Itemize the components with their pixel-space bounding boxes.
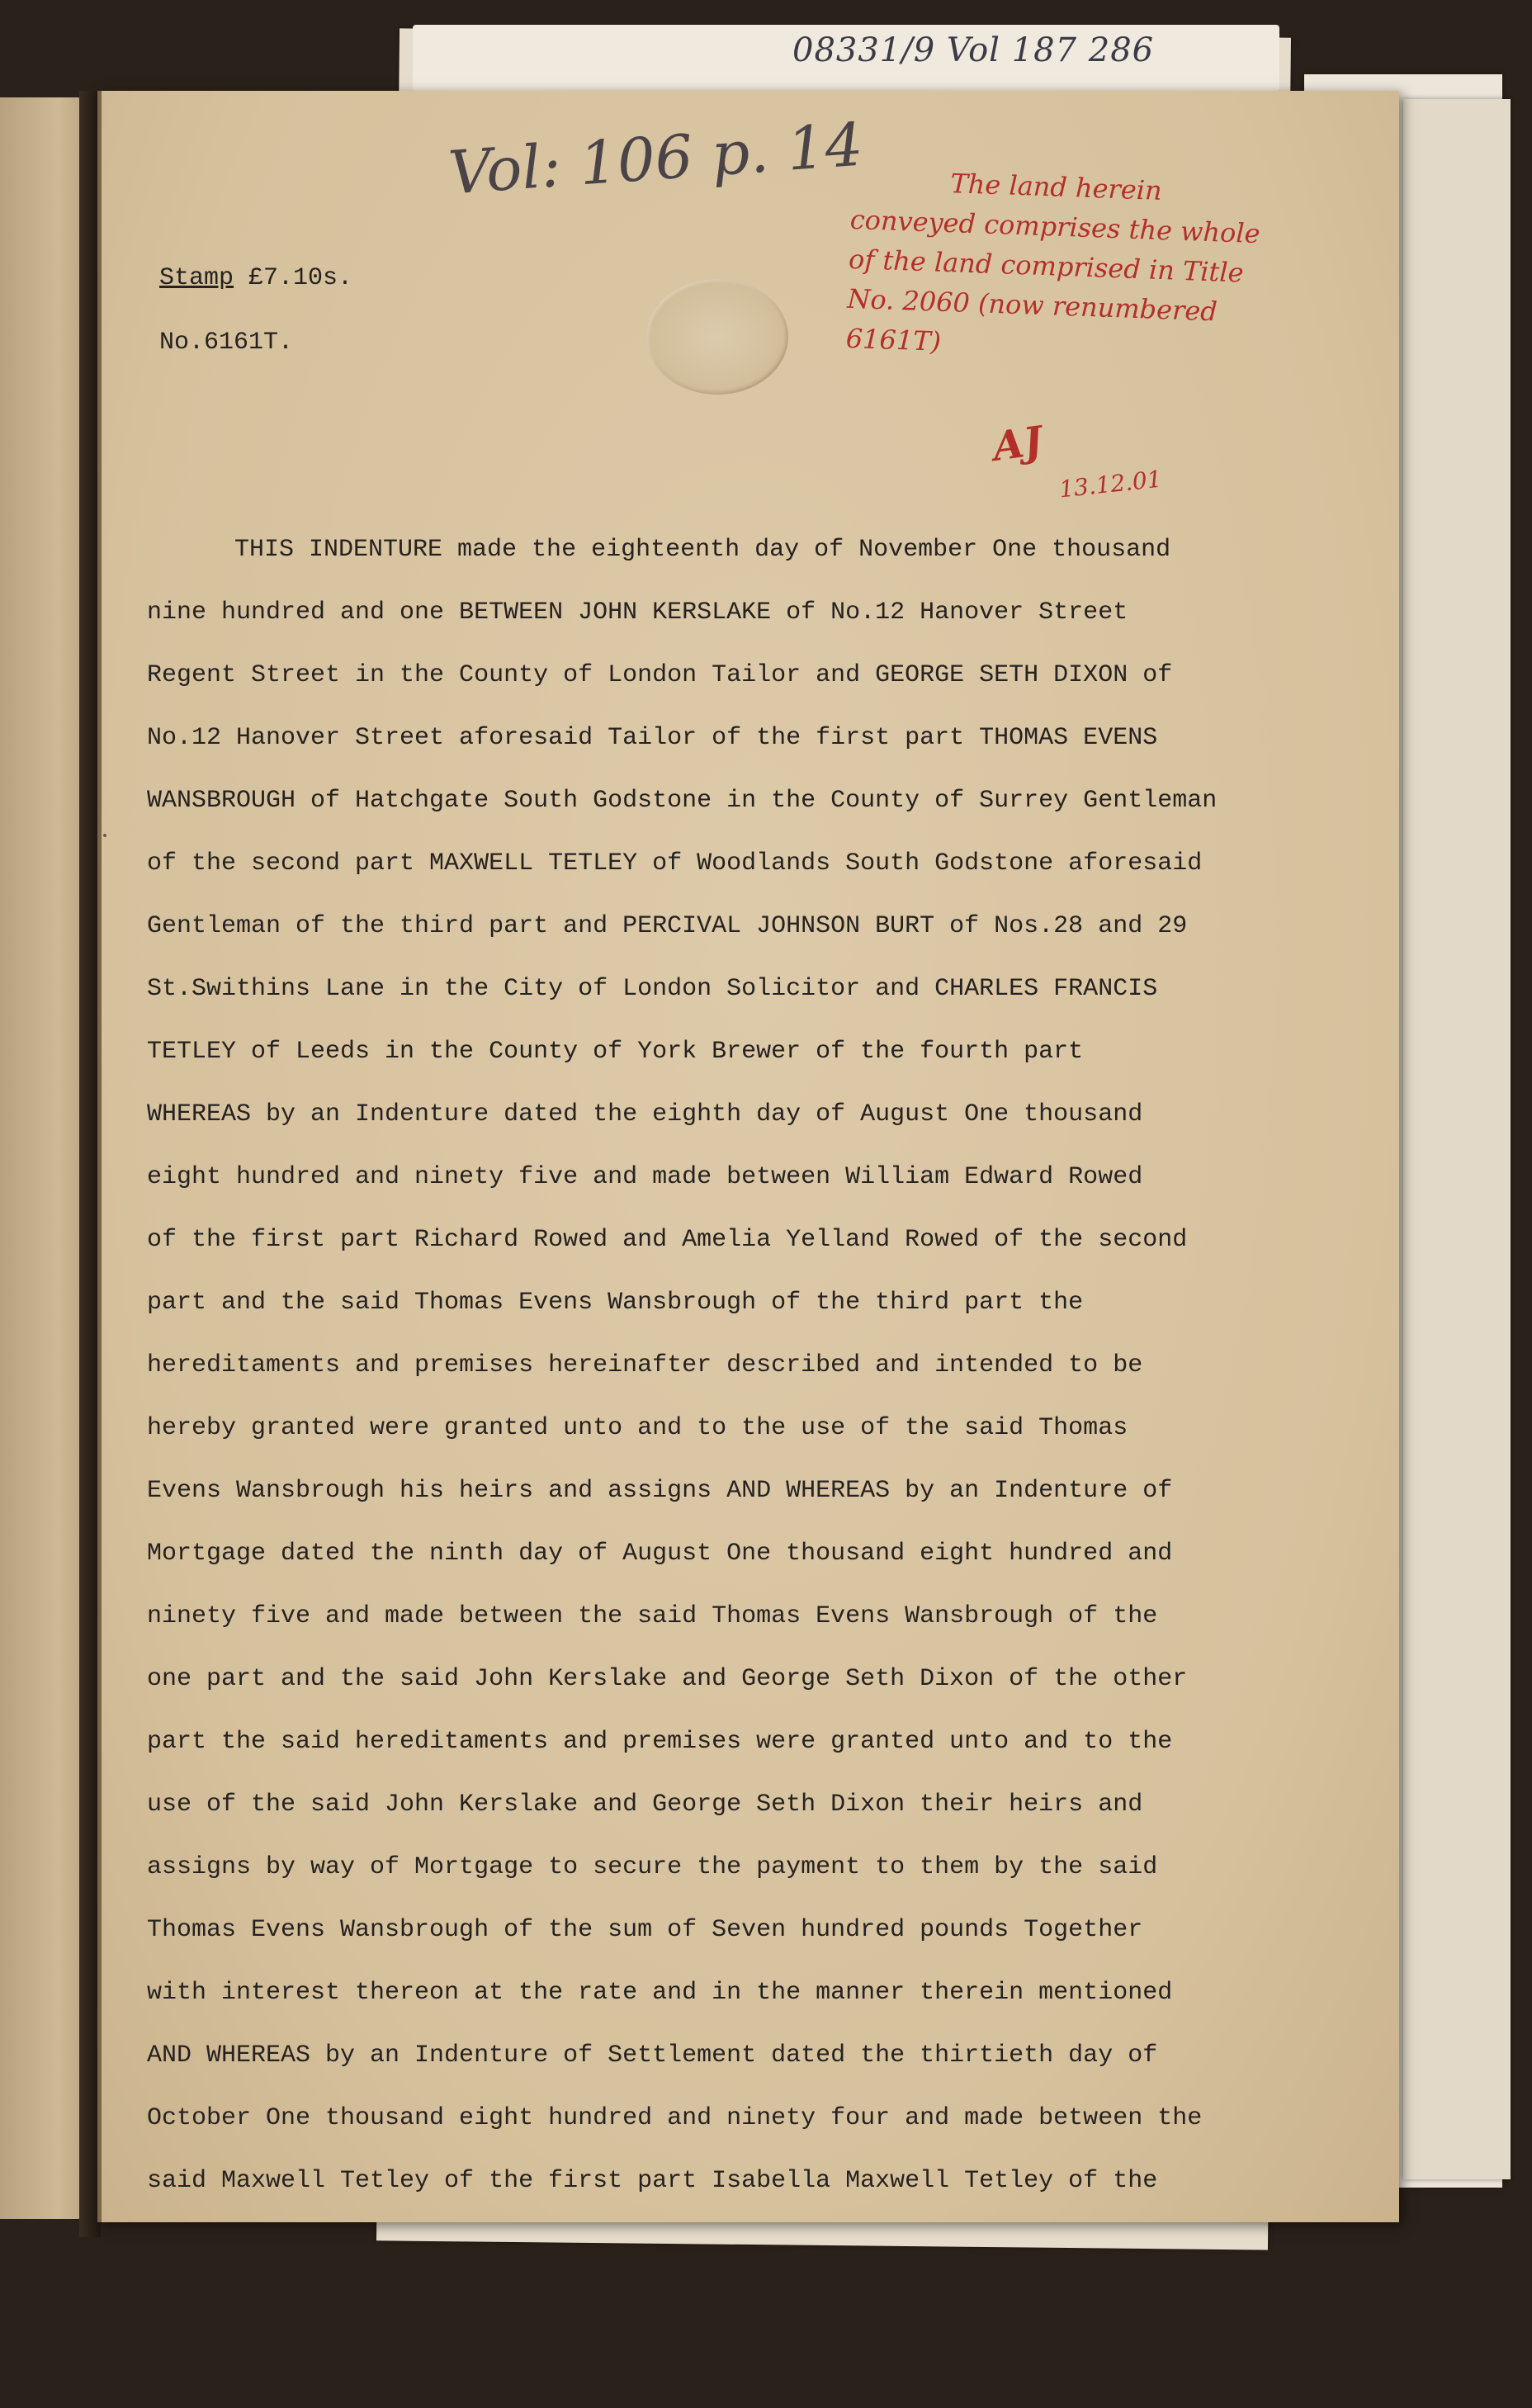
underlying-sheet-edge bbox=[1403, 99, 1511, 2179]
text-line: October One thousand eight hundred and ninety four and made between the bbox=[147, 2104, 1203, 2132]
annotation-line: 6161T) bbox=[845, 322, 942, 357]
annotation-initials: AJ bbox=[990, 418, 1046, 471]
deed-body bbox=[147, 518, 1385, 2212]
text-line: part and the said Thomas Evens Wansbrough of the third part the bbox=[147, 1289, 1084, 1317]
text-line: Thomas Evens Wansbrough of the sum of Seven hundred pounds Together bbox=[147, 1916, 1143, 1944]
text-line: Gentleman of the third part and PERCIVAL JOHNSON BURT of Nos.28 and 29 bbox=[147, 912, 1188, 940]
text-line: part the said hereditaments and premises were granted unto and to the bbox=[147, 1728, 1173, 1756]
text-line: hereditaments and premises hereinafter described and intended to be bbox=[147, 1351, 1143, 1379]
annotation-line: No. 2060 (now renumbered bbox=[846, 282, 1218, 328]
volume-reference: Vol: 106 p. 14 bbox=[446, 109, 866, 208]
annotation-line: conveyed comprises the whole bbox=[849, 203, 1261, 250]
margin-mark bbox=[103, 834, 106, 837]
embossed-seal bbox=[646, 279, 788, 395]
text-line: use of the said John Kerslake and George Seth Dixon their heirs and bbox=[147, 1791, 1143, 1819]
text-line: of the second part MAXWELL TETLEY of Woodlands South Godstone aforesaid bbox=[147, 849, 1203, 878]
annotation-date: 13.12.01 bbox=[1057, 465, 1164, 504]
text-line: Evens Wansbrough his heirs and assigns AND WHEREAS by an Indenture of bbox=[147, 1477, 1173, 1505]
filing-reference: 08331/9 Vol 187 286 bbox=[792, 31, 1155, 69]
stamp-value: £7.10s. bbox=[234, 264, 353, 292]
text-line: said Maxwell Tetley of the first part Isabella Maxwell Tetley of the bbox=[147, 2167, 1158, 2195]
text-line: AND WHEREAS by an Indenture of Settlement dated the thirtieth day of bbox=[147, 2041, 1158, 2070]
red-ink-annotation bbox=[845, 160, 1380, 376]
text-line: of the first part Richard Rowed and Amelia Yelland Rowed of the second bbox=[147, 1226, 1188, 1254]
annotation-line: of the land comprised in Title bbox=[848, 243, 1245, 289]
text-line: TETLEY of Leeds in the County of York Brewer of the fourth part bbox=[147, 1038, 1084, 1066]
text-line: No.12 Hanover Street aforesaid Tailor of the first part THOMAS EVENS bbox=[147, 724, 1158, 752]
text-line: WHEREAS by an Indenture dated the eighth day of August One thousand bbox=[147, 1100, 1143, 1128]
text-line: WANSBROUGH of Hatchgate South Godstone in the County of Surrey Gentleman bbox=[147, 787, 1218, 815]
text-line: hereby granted were granted unto and to the use of the said Thomas bbox=[147, 1414, 1128, 1442]
stamp-label: Stamp bbox=[159, 264, 234, 292]
text-line: THIS INDENTURE made the eighteenth day of November One thousand bbox=[234, 536, 1171, 564]
text-line: nine hundred and one BETWEEN JOHN KERSLAKE of No.12 Hanover Street bbox=[147, 598, 1128, 627]
text-line: with interest thereon at the rate and in the manner therein mentioned bbox=[147, 1979, 1173, 2007]
deed-page bbox=[97, 91, 1399, 2222]
annotation-line: The land herein bbox=[949, 168, 1163, 207]
text-line: ninety five and made between the said Thomas Evens Wansbrough of the bbox=[147, 1602, 1158, 1630]
text-line: eight hundred and ninety five and made between William Edward Rowed bbox=[147, 1163, 1143, 1191]
left-facing-page bbox=[0, 97, 83, 2219]
text-line: Mortgage dated the ninth day of August One thousand eight hundred and bbox=[147, 1540, 1173, 1568]
text-line: Regent Street in the County of London Tailor and GEORGE SETH DIXON of bbox=[147, 661, 1173, 689]
deed-number: No.6161T. bbox=[159, 329, 294, 357]
text-line: assigns by way of Mortgage to secure the payment to them by the said bbox=[147, 1853, 1158, 1881]
text-line: one part and the said John Kerslake and George Seth Dixon of the other bbox=[147, 1665, 1188, 1693]
stamp-duty bbox=[159, 264, 352, 292]
text-line: St.Swithins Lane in the City of London Solicitor and CHARLES FRANCIS bbox=[147, 975, 1158, 1003]
